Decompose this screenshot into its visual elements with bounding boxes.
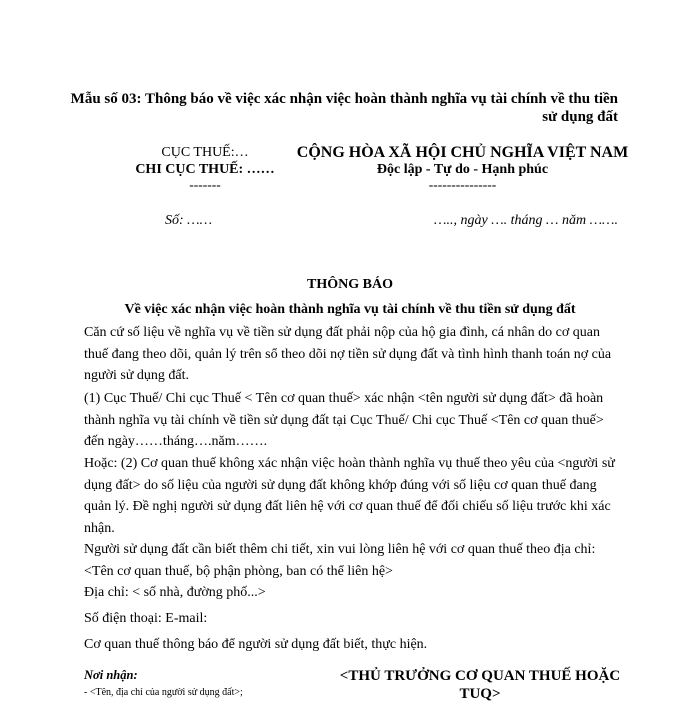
signature-title: <THỦ TRƯỞNG CƠ QUAN THUẾ HOẶC TUQ> — [339, 668, 621, 702]
non-confirmation-paragraph: Hoặc: (2) Cơ quan thuế không xác nhận việc hoàn thành nghĩa vụ thuế theo yêu của <người sử dụng đất> do số liệu của người sử dụng đất không khớp đúng với số liệu cơ quan thuế đang quản lý. Đề nghị người sử dụng đất liên hệ với cơ quan thuế để đối chiếu số liệu trước khi xác nhận. — [84, 456, 615, 536]
address-line: Địa chỉ: < số nhà, đường phố...> — [84, 585, 266, 600]
form-title: Mẫu số 03: Thông báo về việc xác nhận việc hoàn thành nghĩa vụ tài chính về thu tiền sử dụng đất — [70, 91, 618, 125]
republic-name: CỘNG HÒA XÃ HỘI CHỦ NGHĨA VIỆT NAM — [296, 144, 629, 161]
basis-paragraph: Căn cứ số liệu về nghĩa vụ về tiền sử dụng đất phải nộp của hộ gia đình, cá nhân do cơ quan thuế đang theo dõi, quản lý trên sổ theo dõi nợ tiền sử dụng đất và tình hình thanh toán nợ của người sử dụng đất. — [84, 325, 612, 383]
notice-subheading: Về việc xác nhận việc hoàn thành nghĩa vụ tài chính về thu tiền sử dụng đất — [124, 302, 576, 317]
left-divider: ------- — [189, 177, 221, 192]
right-divider: --------------- — [428, 177, 497, 192]
document-number: Số: …… — [165, 213, 213, 228]
closing-line: Cơ quan thuế thông báo để người sử dụng đất biết, thực hiện. — [84, 637, 428, 652]
phone-email-line: Số điện thoại: E-mail: — [84, 611, 208, 626]
recipient-item: - <Tên, địa chỉ của người sử dụng đất>; — [84, 687, 243, 698]
recipients-label: Nơi nhận: — [84, 668, 138, 682]
national-motto: Độc lập - Tự do - Hạnh phúc — [376, 162, 549, 177]
sub-agency-name: CHI CỤC THUẾ: …… — [135, 162, 275, 177]
contact-paragraph: Người sử dụng đất cần biết thêm chi tiết, xin vui lòng liên hệ với cơ quan thuế theo địa chỉ: <Tên cơ quan thuế, bộ phận phòng, ban có thể liên hệ> — [84, 542, 596, 579]
date-line: ….., ngày …. tháng … năm ……. — [434, 213, 618, 228]
agency-name: CỤC THUẾ:… — [161, 145, 249, 160]
confirmation-paragraph: (1) Cục Thuế/ Chi cục Thuế < Tên cơ quan thuế> xác nhận <tên người sử dụng đất> đã hoàn thành nghĩa vụ tài chính về tiền sử dụng đất tại Cục Thuế/ Chi cục Thuế <Tên cơ quan thuế> đến ngày……tháng….năm……. — [84, 391, 604, 449]
notice-heading: THÔNG BÁO — [307, 277, 393, 292]
